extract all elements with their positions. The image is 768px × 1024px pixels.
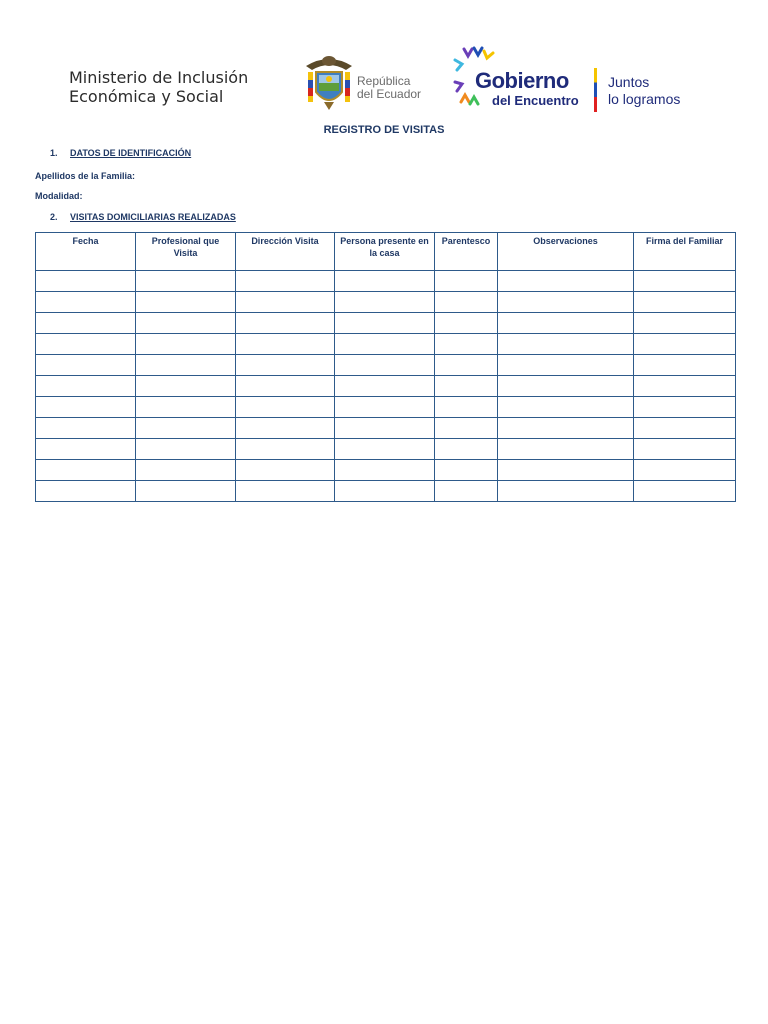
apellidos-field-label: Apellidos de la Familia: xyxy=(35,171,136,181)
table-row xyxy=(36,292,736,313)
table-cell[interactable] xyxy=(136,481,236,502)
table-cell[interactable] xyxy=(335,334,435,355)
table-cell[interactable] xyxy=(435,271,498,292)
table-row xyxy=(36,460,736,481)
modalidad-field-label: Modalidad: xyxy=(35,191,83,201)
section-number: 2. xyxy=(50,212,58,222)
ministerio-line-1: Ministerio de Inclusión xyxy=(69,68,249,87)
table-row xyxy=(36,481,736,502)
table-cell[interactable] xyxy=(435,313,498,334)
table-cell[interactable] xyxy=(36,418,136,439)
column-header-profesional: Profesional que Visita xyxy=(136,233,236,271)
table-cell[interactable] xyxy=(498,334,634,355)
table-cell[interactable] xyxy=(634,376,736,397)
table-cell[interactable] xyxy=(136,460,236,481)
table-cell[interactable] xyxy=(498,376,634,397)
juntos-slogan xyxy=(608,74,680,108)
table-cell[interactable] xyxy=(335,418,435,439)
section-heading-2 xyxy=(50,212,236,222)
table-cell[interactable] xyxy=(36,397,136,418)
table-cell[interactable] xyxy=(634,334,736,355)
gobierno-subtitle: del Encuentro xyxy=(492,93,579,108)
table-cell[interactable] xyxy=(236,397,335,418)
table-cell[interactable] xyxy=(236,481,335,502)
table-cell[interactable] xyxy=(236,355,335,376)
table-cell[interactable] xyxy=(36,334,136,355)
table-cell[interactable] xyxy=(498,397,634,418)
table-cell[interactable] xyxy=(36,439,136,460)
column-header-fecha: Fecha xyxy=(36,233,136,271)
table-cell[interactable] xyxy=(335,397,435,418)
table-cell[interactable] xyxy=(498,439,634,460)
table-cell[interactable] xyxy=(236,292,335,313)
table-cell[interactable] xyxy=(236,376,335,397)
table-cell[interactable] xyxy=(236,460,335,481)
table-cell[interactable] xyxy=(335,271,435,292)
table-cell[interactable] xyxy=(435,334,498,355)
table-row xyxy=(36,313,736,334)
table-cell[interactable] xyxy=(498,418,634,439)
column-header-direccion: Dirección Visita xyxy=(236,233,335,271)
table-cell[interactable] xyxy=(498,355,634,376)
table-cell[interactable] xyxy=(634,439,736,460)
document-title: REGISTRO DE VISITAS xyxy=(323,124,445,136)
ministerio-logo-text xyxy=(69,68,248,106)
table-cell[interactable] xyxy=(634,292,736,313)
table-cell[interactable] xyxy=(36,460,136,481)
table-cell[interactable] xyxy=(335,292,435,313)
table-row xyxy=(36,418,736,439)
table-cell[interactable] xyxy=(498,313,634,334)
table-cell[interactable] xyxy=(634,418,736,439)
tricolor-divider xyxy=(594,68,597,112)
table-cell[interactable] xyxy=(335,439,435,460)
table-cell[interactable] xyxy=(335,481,435,502)
table-cell[interactable] xyxy=(36,481,136,502)
table-row xyxy=(36,376,736,397)
table-cell[interactable] xyxy=(335,355,435,376)
table-cell[interactable] xyxy=(136,334,236,355)
table-cell[interactable] xyxy=(634,313,736,334)
table-row xyxy=(36,271,736,292)
table-cell[interactable] xyxy=(634,460,736,481)
section-heading-1 xyxy=(50,148,191,158)
table-cell[interactable] xyxy=(634,271,736,292)
table-cell[interactable] xyxy=(435,418,498,439)
table-cell[interactable] xyxy=(435,292,498,313)
section-label: VISITAS DOMICILIARIAS REALIZADAS xyxy=(70,212,236,222)
table-cell[interactable] xyxy=(634,397,736,418)
table-cell[interactable] xyxy=(136,292,236,313)
column-header-firma: Firma del Familiar xyxy=(634,233,736,271)
juntos-line-2: lo logramos xyxy=(608,91,681,107)
table-cell[interactable] xyxy=(236,418,335,439)
table-cell[interactable] xyxy=(36,292,136,313)
table-row xyxy=(36,397,736,418)
table-cell[interactable] xyxy=(136,376,236,397)
table-cell[interactable] xyxy=(136,355,236,376)
table-body xyxy=(36,271,736,502)
table-cell[interactable] xyxy=(236,334,335,355)
gobierno-title: Gobierno xyxy=(475,68,569,93)
table-cell[interactable] xyxy=(236,313,335,334)
republica-text xyxy=(357,75,421,101)
table-cell[interactable] xyxy=(435,439,498,460)
juntos-line-1: Juntos xyxy=(608,74,650,90)
table-cell[interactable] xyxy=(435,355,498,376)
table-cell[interactable] xyxy=(36,313,136,334)
ministerio-line-2: Económica y Social xyxy=(69,87,224,106)
table-cell[interactable] xyxy=(136,313,236,334)
table-cell[interactable] xyxy=(498,481,634,502)
table-row xyxy=(36,439,736,460)
table-cell[interactable] xyxy=(435,481,498,502)
table-cell[interactable] xyxy=(136,397,236,418)
table-cell[interactable] xyxy=(36,271,136,292)
table-cell[interactable] xyxy=(236,439,335,460)
table-cell[interactable] xyxy=(335,313,435,334)
table-cell[interactable] xyxy=(498,271,634,292)
section-number: 1. xyxy=(50,148,58,158)
table-cell[interactable] xyxy=(36,355,136,376)
column-header-observaciones: Observaciones xyxy=(498,233,634,271)
republica-line-1: República xyxy=(357,74,411,88)
table-cell[interactable] xyxy=(136,418,236,439)
table-row xyxy=(36,334,736,355)
column-header-persona: Persona presente en la casa xyxy=(335,233,435,271)
table-cell[interactable] xyxy=(136,439,236,460)
table-cell[interactable] xyxy=(435,397,498,418)
table-header-row xyxy=(36,233,736,271)
table-cell[interactable] xyxy=(634,355,736,376)
table-cell[interactable] xyxy=(335,460,435,481)
republica-line-2: del Ecuador xyxy=(357,87,422,101)
visits-table xyxy=(35,232,736,502)
table-cell[interactable] xyxy=(136,271,236,292)
table-cell[interactable] xyxy=(498,292,634,313)
table-cell[interactable] xyxy=(435,376,498,397)
coat-of-arms-icon xyxy=(302,52,356,112)
section-label: DATOS DE IDENTIFICACIÓN xyxy=(70,148,192,158)
table-cell[interactable] xyxy=(236,271,335,292)
table-cell[interactable] xyxy=(435,460,498,481)
table-cell[interactable] xyxy=(634,481,736,502)
column-header-parentesco: Parentesco xyxy=(435,233,498,271)
table-cell[interactable] xyxy=(335,376,435,397)
table-row xyxy=(36,355,736,376)
table-cell[interactable] xyxy=(36,376,136,397)
page-header xyxy=(0,0,768,120)
table-cell[interactable] xyxy=(498,460,634,481)
